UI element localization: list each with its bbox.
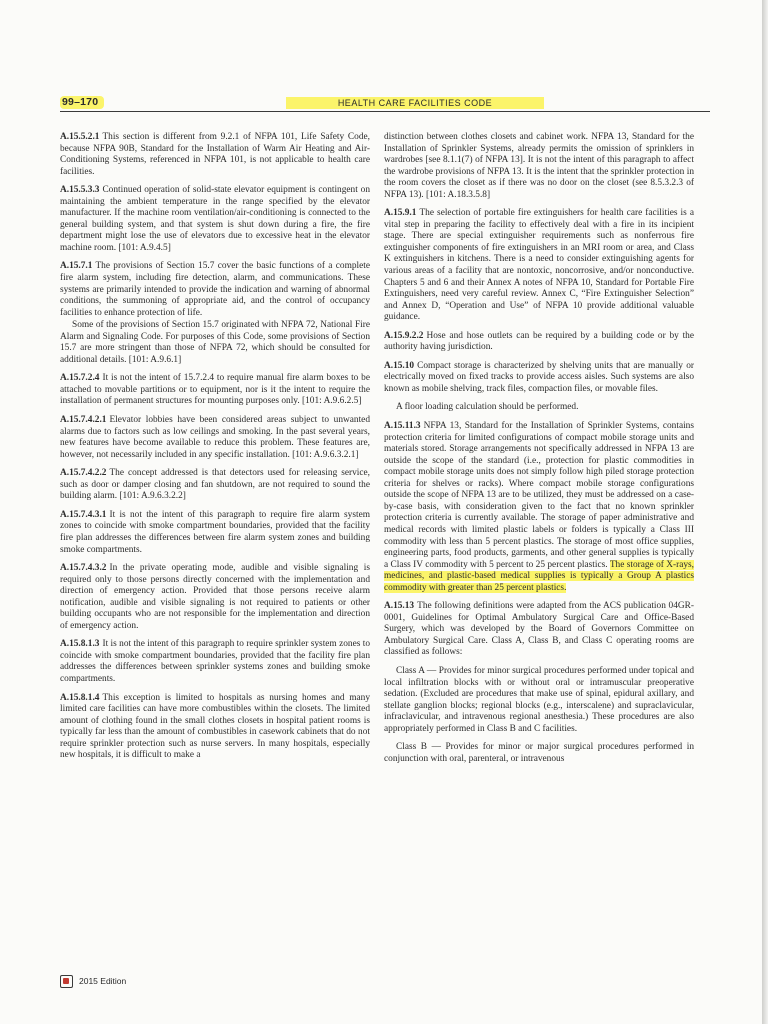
running-title: HEALTH CARE FACILITIES CODE — [286, 97, 544, 109]
paragraph-text: NFPA 13, Standard for the Installation of Sprinkler Systems, contains protection criteria for limited configurations of compact mobile storage units and materials stored. Storage arrangements not specifically addressed in NFPA 13 are outside the scope of the standard (i.e., protection for plastic commodities in compact mobile storage units does not simply follow high piled storage protection criteria for shelves or racks). Where compact mobile storage configurations outside the scope of NFPA 13 are to be utilized, they must be addressed on a case-by-case basis, with consideration given to the fact that no known sprinkler protection criteria is currently available. The storage of paper administrative and medical records with limited plastic labels or folders is typically a Class III commodity with less than 5 percent plastics. The storage of most office supplies, engineering parts, food products, garments, and other general supplies is typically a Class IV commodity with 5 percent to 25 percent plastics. — [384, 421, 694, 570]
paragraph — [60, 261, 370, 319]
section-id: A.15.10 — [384, 360, 415, 371]
running-header — [60, 96, 710, 112]
section-id: A.15.7.4.2.1 — [60, 415, 107, 426]
paragraph-text: Elevator lobbies have been considered areas subject to unwanted alarms due to factors such as low ceilings and smoking. In the past several years, new features have become available to reduce this problem. These features are, however, not necessarily included in any specific installation. [101: A.9.6.3.2.1] — [60, 415, 370, 460]
section-id: A.15.7.1 — [60, 261, 93, 272]
paragraph-text: In the private operating mode, audible and visible signaling is required only to those persons directly concerned with the implementation and direction of emergency action. Provided that those persons receive alarm notification, audible and visible signaling is not required to patients or other building occupants who are not responsible for the implementation and direction of emergency action. — [60, 563, 370, 631]
paragraph-text: A floor loading calculation should be performed. — [396, 402, 579, 413]
paragraph — [384, 742, 694, 765]
highlighted-text: The storage of X-rays, medicines, and plastic-based medical supplies is typically a Group A plastics commodity with greater than 25 percent plastics. — [384, 559, 694, 593]
page-footer — [60, 974, 126, 988]
section-id: A.15.9.1 — [384, 208, 417, 219]
paragraph — [384, 421, 694, 594]
paragraph — [384, 132, 694, 201]
section-id: A.15.7.4.3.2 — [60, 563, 107, 574]
paragraph — [60, 468, 370, 503]
header-rule — [60, 111, 710, 112]
section-id: A.15.8.1.3 — [60, 639, 100, 650]
section-id: A.15.5.2.1 — [60, 132, 100, 142]
paragraph — [60, 415, 370, 461]
section-id: A.15.11.3 — [384, 421, 421, 432]
paragraph — [60, 132, 370, 178]
paragraph-text: Continued operation of solid-state elevator equipment is contingent on maintaining the ambient temperature in the range specified by the elevator manufacturer. If the machine room ventilation/air-conditioning is connected to the general building system, and that system is shut down during a fire, the fire department might lose the use of elevators due to excessive heat in the elevator machine room. [101: A.9.4.5] — [60, 185, 370, 253]
paragraph — [384, 361, 694, 396]
paragraph-text: It is not the intent of this paragraph to require sprinkler system zones to coincide with smoke compartment boundaries, provided that the facility fire plan addresses the differences between sprinkler systems zones and building smoke compartments. — [60, 639, 370, 684]
page-number: 99–170 — [60, 96, 104, 109]
paragraph — [60, 693, 370, 762]
section-id: A.15.5.3.3 — [60, 185, 100, 196]
nfpa-logo-icon — [60, 975, 73, 988]
paragraph — [60, 320, 370, 366]
page-edge — [762, 0, 768, 1024]
section-id: A.15.9.2.2 — [384, 330, 424, 341]
paragraph-text: distinction between clothes closets and cabinet work. NFPA 13, Standard for the Installation of Sprinkler Systems, already permits the omission of sprinklers in wardrobes [see 8.1.1(7) of NFPA 13]. It is not the intent of this paragraph to affect the wardrobe provisions of NFPA 13. It is the intent that the sprinkler protection in the room covers the closet as if there was no door on the closet (see 8.5.3.2.3 of NFPA 13). [101: A.18.3.5.8] — [384, 132, 694, 200]
paragraph — [384, 601, 694, 659]
paragraph-text: The provisions of Section 15.7 cover the basic functions of a complete fire alarm system, including fire detection, alarm, and communications. These systems are primarily intended to provide the indication and warning of abnormal conditions, the summoning of appropriate aid, and the control of occupancy facilities to enhance protection of life. — [60, 261, 370, 318]
paragraph — [60, 563, 370, 632]
paragraph-text: Hose and hose outlets can be required by a building code or by the authority having jurisdiction. — [384, 330, 694, 353]
paragraph-text: Some of the provisions of Section 15.7 originated with NFPA 72, National Fire Alarm and Signaling Code. For purposes of this Code, some provisions of Section 15.7 are more stringent than those of NFPA 72, which should be consulted for additional details. [101: A.9.6.1] — [60, 320, 370, 365]
paragraph-text: Class B — Provides for minor or major surgical procedures performed in conjunction with oral, parenteral, or intravenous — [384, 742, 694, 764]
paragraph-text: The concept addressed is that detectors used for releasing service, such as door or damper closing and fan shutdown, are not required to sound the building alarm. [101: A.9.6.3.2.2] — [60, 468, 370, 502]
paragraph-text: The selection of portable fire extinguishers for health care facilities is a vital step in preparing the facility to effectively deal with a fire in its incipient stage. There are special extinguisher requirements such as nonferrous fire extinguisher components of fire extinguishers in an MRI room or area, and Class K extinguishers in kitchens. There is a need to consider extinguishing agents for various areas of a facility that are nontoxic, noncorrosive, and/or nonconductive. Chapters 5 and 6 and their Annex A notes of NFPA 10, Standard for Portable Fire Extinguishers, need very careful review. Annex C, “Fire Extinguisher Selection” and Annex D, “Operation and Use” of NFPA 10 provide additional valuable guidance. — [384, 208, 694, 323]
paragraph — [384, 666, 694, 735]
paragraph-text: Class A — Provides for minor surgical procedures performed under topical and local infiltration blocks with or without oral or intramuscular preoperative sedation. (Excluded are procedures that make use of spinal, epidural axillary, and stellate ganglion blocks; regional blocks (e.g., interscalene) and supraclavicular, infraclavicular, and intravenous regional anesthesia.) These procedures are also appropriately performed in Class B and C facilities. — [384, 665, 694, 734]
section-id: A.15.7.4.3.1 — [60, 509, 107, 520]
paragraph — [60, 373, 370, 408]
paragraph — [60, 185, 370, 254]
section-id: A.15.7.4.2.2 — [60, 468, 107, 479]
section-id: A.15.8.1.4 — [60, 692, 100, 703]
paragraph-text: The following definitions were adapted from the ACS publication 04GR-0001, Guidelines for Optimal Ambulatory Surgical Care and Office-Based Surgery, which was developed by the Board of Governors Committee on Ambulatory Surgical Care. Class A, Class B, and Class C operating rooms are classified as follows: — [384, 601, 694, 658]
paragraph-text: This exception is limited to hospitals as nursing homes and many limited care facilities can have more combustibles within the closets. The limited amount of clothing found in the small clothes closets in hospital patient rooms is typically far less than the amount of combustibles in casework cabinets that do not require sprinkler protection such as nurse servers. In many hospitals, especially new hospitals, it is difficult to make a — [60, 692, 370, 761]
paragraph — [384, 402, 694, 414]
right-column — [384, 132, 694, 772]
paragraph — [60, 510, 370, 556]
paragraph-text: It is not the intent of 15.7.2.4 to require manual fire alarm boxes to be attached to movable partitions or to equipment, nor is it the intent to require the installation of permanent structures for mounting purposes only. [101: A.9.6.2.5] — [60, 373, 370, 407]
paragraph-text: This section is different from 9.2.1 of NFPA 101, Life Safety Code, because NFPA 90B, Standard for the Installation of Warm Air Heating and Air-Conditioning Systems, referenced in NFPA 101, is not applicable to health care facilities. — [60, 132, 370, 177]
paragraph — [60, 639, 370, 685]
paragraph — [384, 208, 694, 323]
paragraph-text: Compact storage is characterized by shelving units that are manually or electrically moved on fixed tracks to provide access aisles. Such systems are also known as mobile shelving, track files, compaction files, or movable files. — [384, 360, 694, 394]
section-id: A.15.7.2.4 — [60, 373, 100, 384]
edition-label: 2015 Edition — [79, 976, 127, 986]
left-column — [60, 132, 370, 769]
paragraph — [384, 331, 694, 354]
paragraph-text: It is not the intent of this paragraph to require fire alarm system zones to coincide with smoke compartment boundaries, provided that the facility fire plan addresses the differences between fire alarm system zones and building smoke compartments. — [60, 509, 370, 555]
section-id: A.15.13 — [384, 601, 415, 612]
